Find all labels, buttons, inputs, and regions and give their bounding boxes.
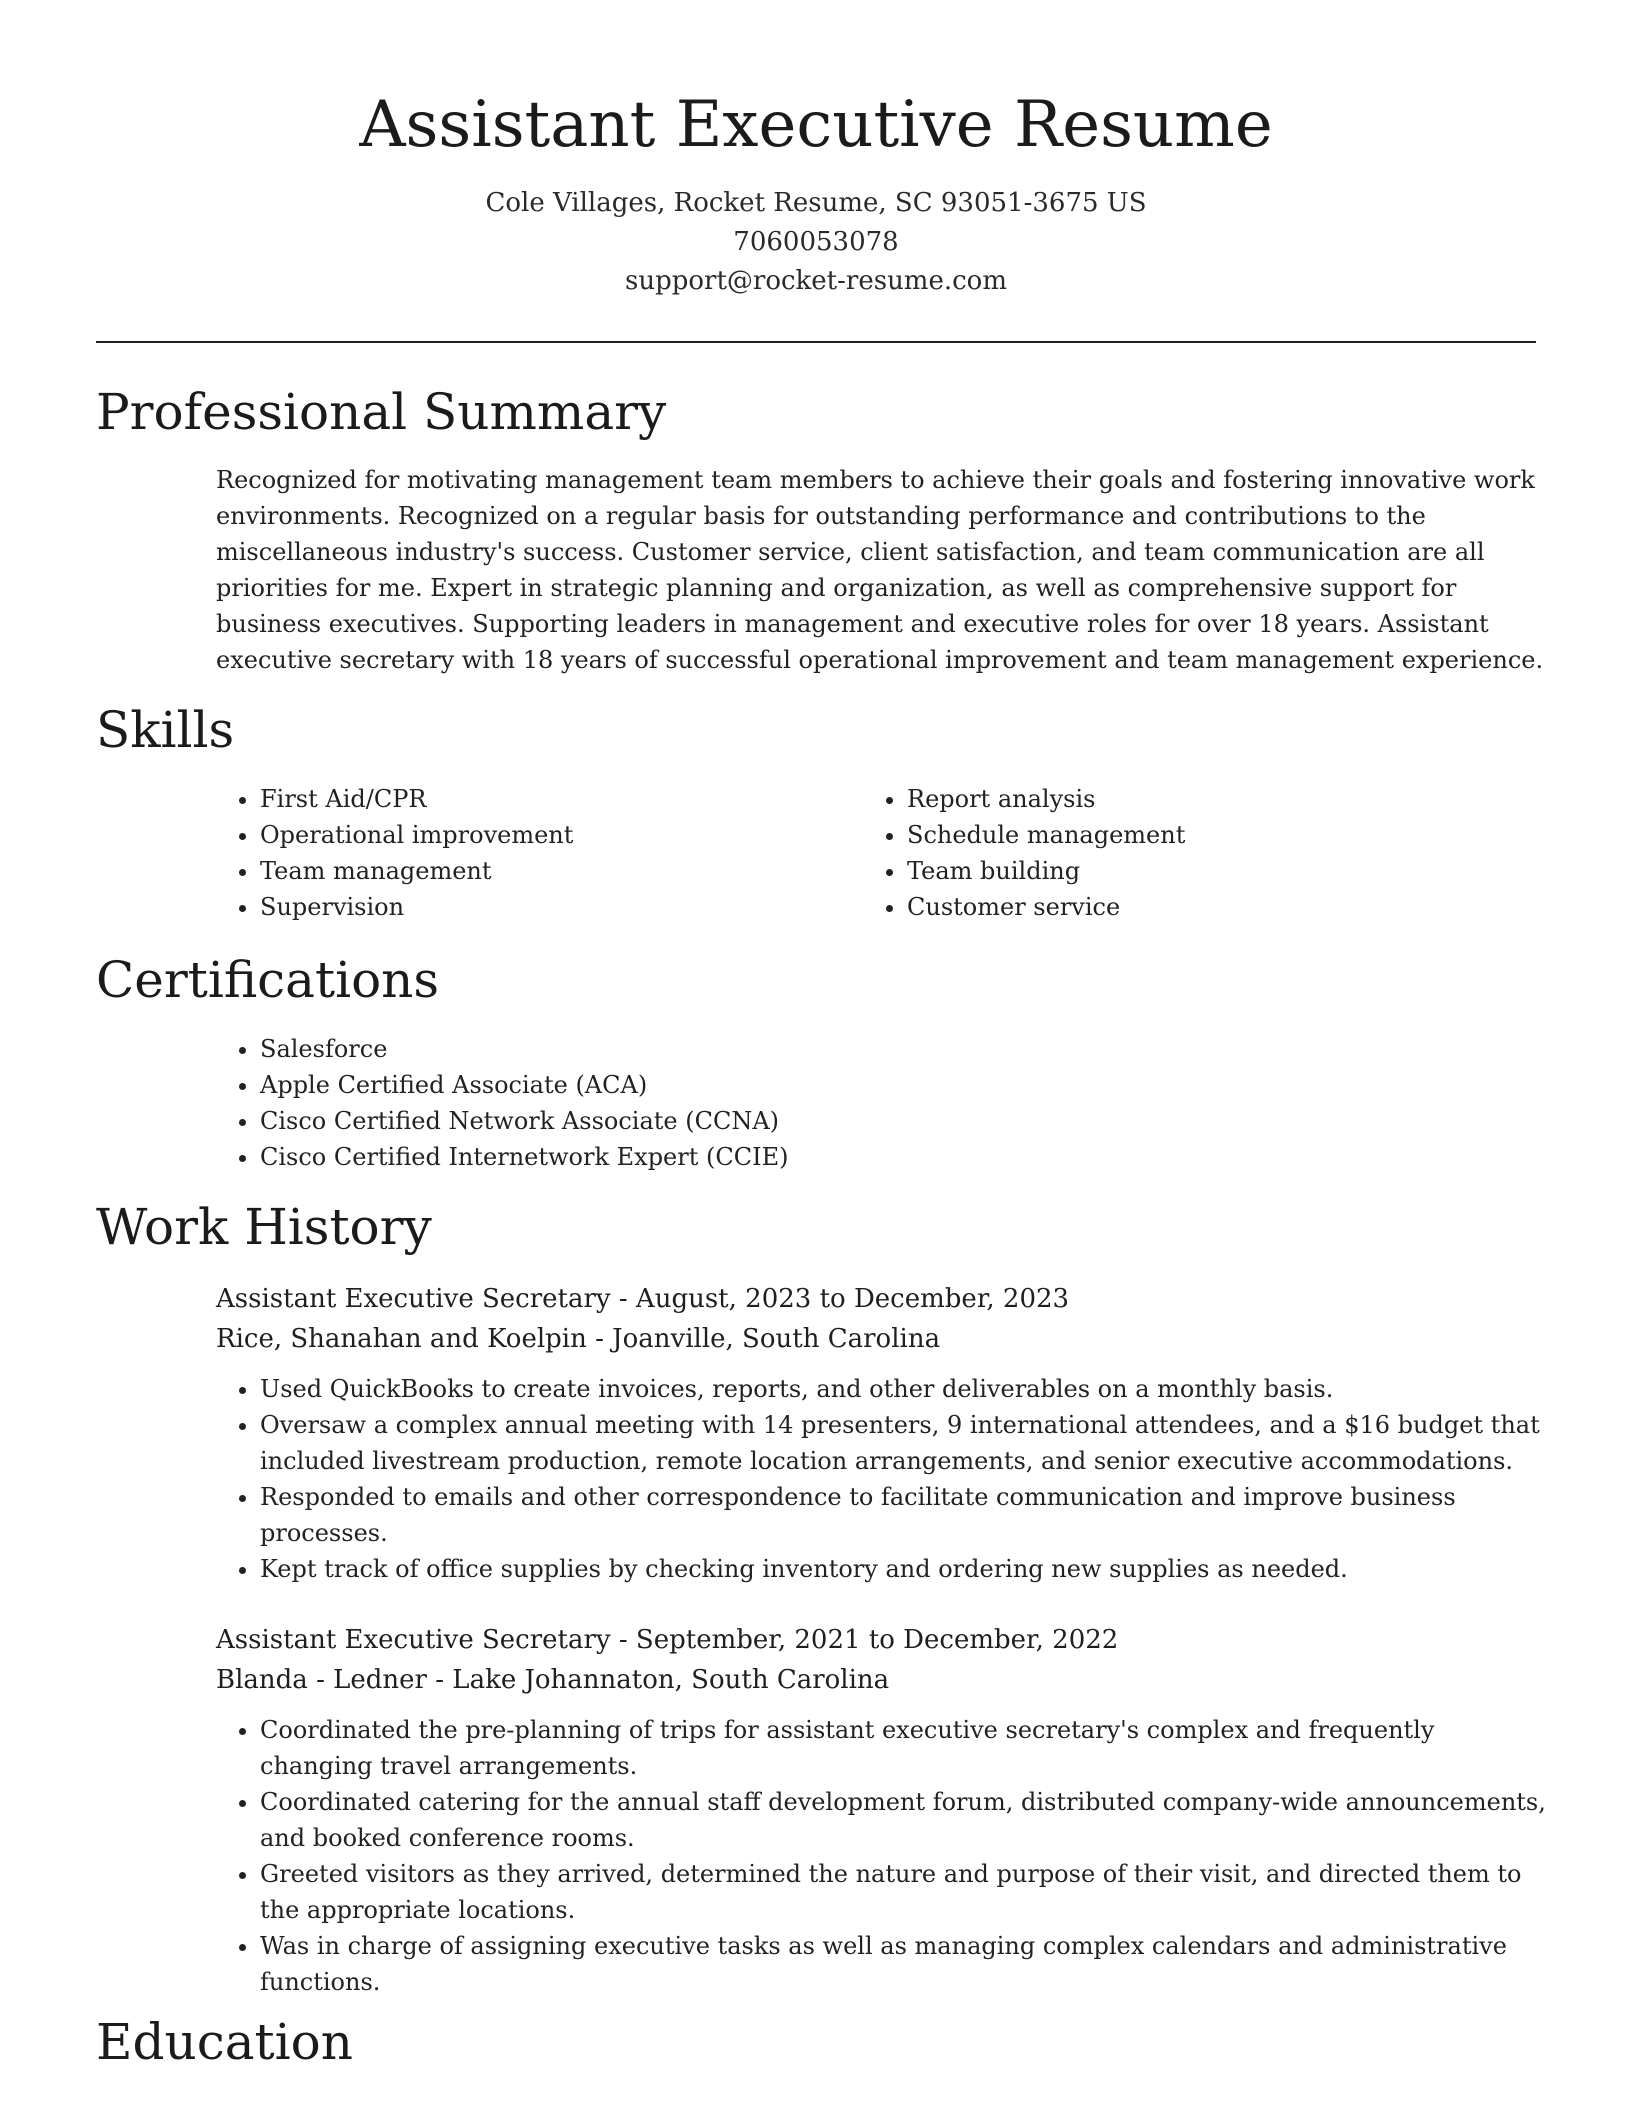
job-bullet: • Oversaw a complex annual meeting with 14 presenters, 9 international attendees, and a $16 budget that included livestream production, remote location arrangements, and senior executive accommodations. bbox=[260, 1407, 1546, 1479]
skills-left-column bbox=[216, 781, 573, 925]
certifications-heading: Certifications bbox=[96, 951, 440, 1009]
skill-item: • Team management bbox=[260, 853, 573, 889]
skill-item: • Customer service bbox=[907, 889, 1185, 925]
work-history-heading: Work History bbox=[96, 1198, 432, 1256]
skills-heading: Skills bbox=[96, 701, 235, 759]
job-bullet: • Responded to emails and other correspondence to facilitate communication and improve business processes. bbox=[260, 1479, 1546, 1551]
certification-item: • Salesforce bbox=[260, 1031, 788, 1067]
job-role-dates: Assistant Executive Secretary - August, 2023 to December, 2023 bbox=[216, 1284, 1070, 1314]
job-entry bbox=[216, 1620, 1546, 2000]
skill-item: • Report analysis bbox=[907, 781, 1185, 817]
certification-item: • Cisco Certified Internetwork Expert (CCIE) bbox=[260, 1139, 788, 1175]
job-bullet: • Was in charge of assigning executive tasks as well as managing complex calendars and administrative functions. bbox=[260, 1928, 1546, 2000]
address: Cole Villages, Rocket Resume, SC 93051-3675 US bbox=[485, 188, 1147, 218]
resume-title: Assistant Executive Resume bbox=[359, 88, 1273, 162]
job-bullet: • Kept track of office supplies by checking inventory and ordering new supplies as needed. bbox=[260, 1551, 1546, 1587]
job-bullet: • Coordinated the pre-planning of trips for assistant executive secretary's complex and frequently changing travel arrangements. bbox=[260, 1712, 1546, 1784]
job-company-location: Blanda - Ledner - Lake Johannaton, South Carolina bbox=[216, 1665, 890, 1695]
certification-item: • Cisco Certified Network Associate (CCNA) bbox=[260, 1103, 788, 1139]
header-divider bbox=[96, 341, 1536, 343]
contact-info bbox=[0, 184, 1632, 301]
skill-item: • Supervision bbox=[260, 889, 573, 925]
job-role-dates: Assistant Executive Secretary - September, 2021 to December, 2022 bbox=[216, 1625, 1119, 1655]
email: support@rocket-resume.com bbox=[624, 266, 1007, 296]
skill-item: • First Aid/CPR bbox=[260, 781, 573, 817]
phone: 7060053078 bbox=[733, 227, 899, 257]
summary-text: Recognized for motivating management team members to achieve their goals and fostering innovative work environments. Recognized on a regular basis for outstanding performance and contributions to the miscellaneous industry's success. Customer service, client satisfaction, and team communication are all priorities for me. Expert in strategic planning and organization, as well as comprehensive support for business executives. Supporting leaders in management and executive roles for over 18 years. Assistant executive secretary with 18 years of successful operational improvement and team management experience. bbox=[216, 466, 1544, 674]
skill-item: • Schedule management bbox=[907, 817, 1185, 853]
skills-right-column bbox=[863, 781, 1185, 925]
summary-heading: Professional Summary bbox=[96, 383, 667, 441]
job-entry bbox=[216, 1279, 1546, 1587]
skill-item: • Team building bbox=[907, 853, 1185, 889]
education-heading: Education bbox=[96, 2013, 353, 2071]
job-company-location: Rice, Shanahan and Koelpin - Joanville, South Carolina bbox=[216, 1324, 941, 1354]
job-bullet: • Used QuickBooks to create invoices, reports, and other deliverables on a monthly basis. bbox=[260, 1371, 1546, 1407]
certifications-list bbox=[216, 1031, 788, 1175]
skill-item: • Operational improvement bbox=[260, 817, 573, 853]
job-bullet: • Greeted visitors as they arrived, determined the nature and purpose of their visit, and directed them to the appropriate locations. bbox=[260, 1856, 1546, 1928]
job-bullet: • Coordinated catering for the annual staff development forum, distributed company-wide announcements, and booked conference rooms. bbox=[260, 1784, 1546, 1856]
certification-item: • Apple Certified Associate (ACA) bbox=[260, 1067, 788, 1103]
resume-header bbox=[0, 82, 1632, 301]
